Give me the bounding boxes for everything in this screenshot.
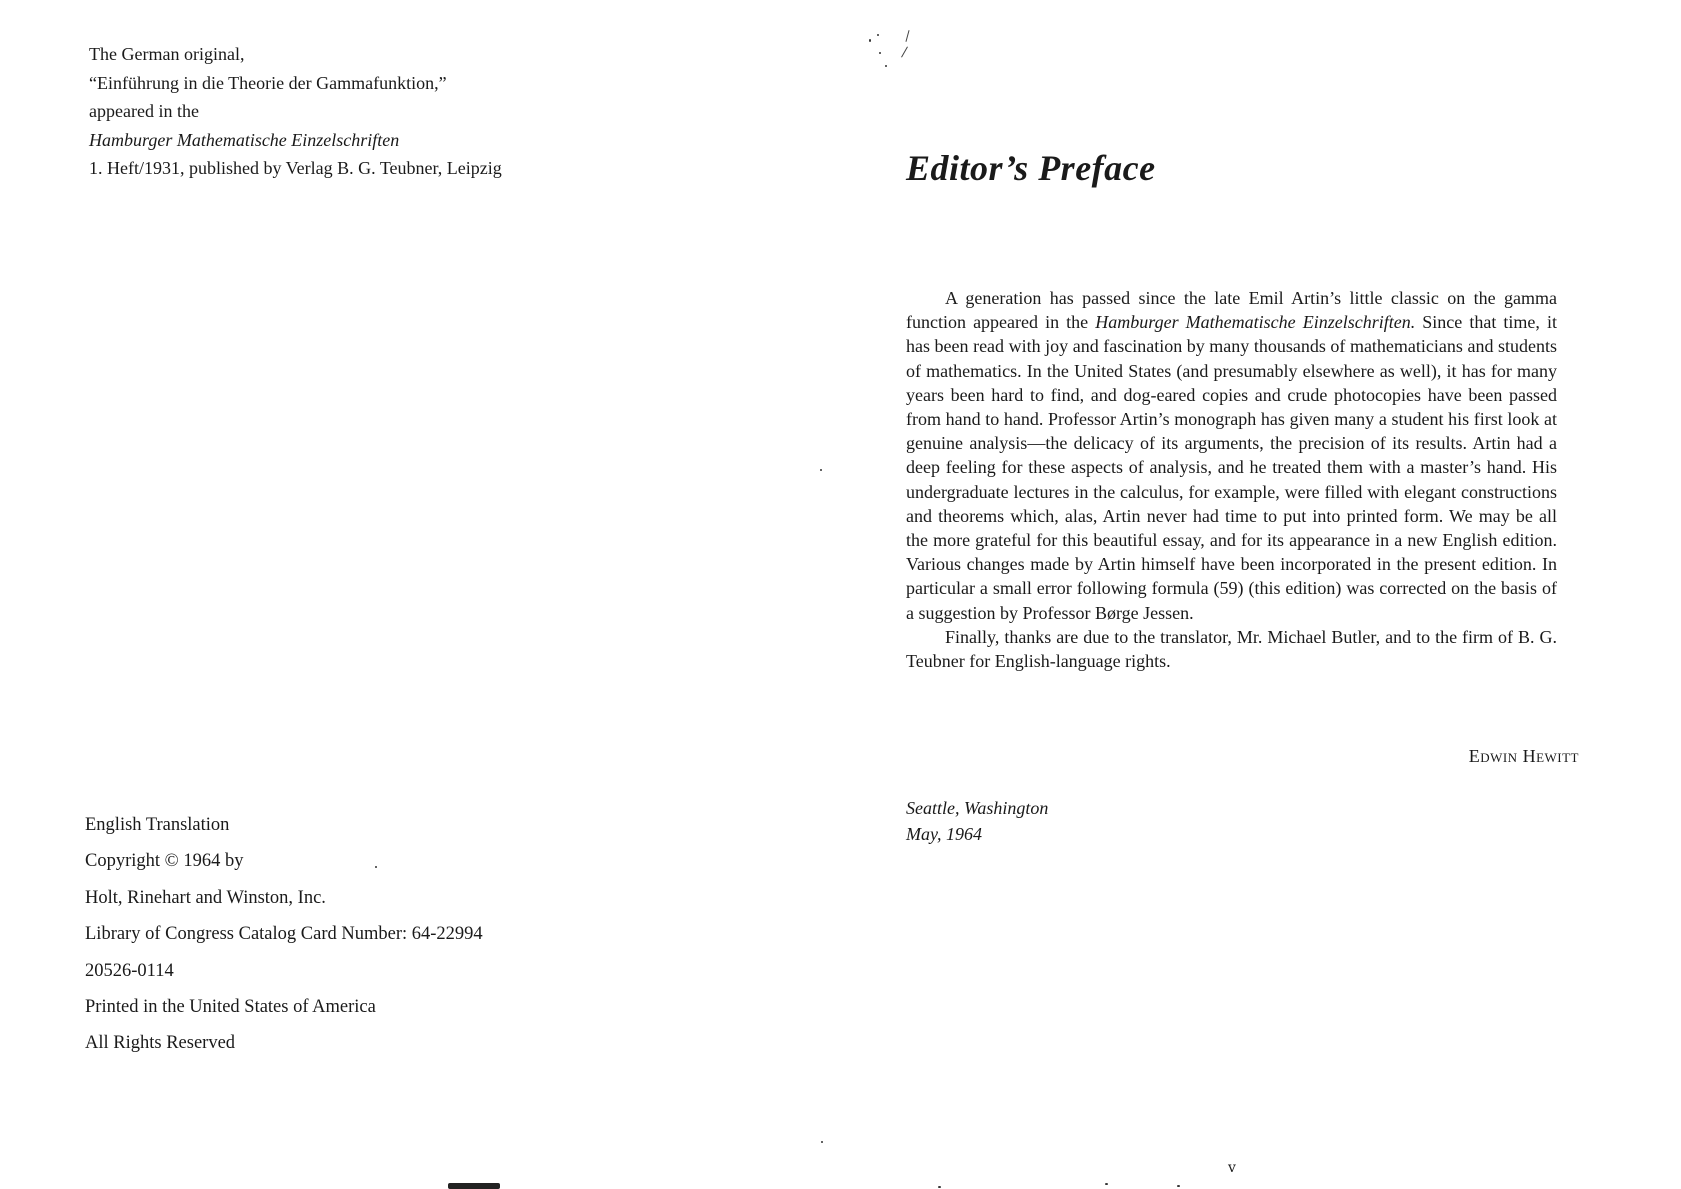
preface-body <box>906 286 1557 673</box>
imprint-line: The German original, <box>89 44 245 64</box>
scan-speck <box>877 34 879 36</box>
copyright-line: Copyright © 1964 by <box>85 851 244 872</box>
preface-title: Editor’s Preface <box>906 148 1156 188</box>
copyright-line: 20526-0114 <box>85 960 174 981</box>
copyright-line: All Rights Reserved <box>85 1033 236 1054</box>
date: May, 1964 <box>906 824 982 844</box>
paragraph-text: Since that time, it has been read with joy and fascination by many thousands of mathematicians and students of mathematics. In the United States (and presumably elsewhere as well), it has for many years been hard to find, and dog-eared copies and crude photocopies have been passed from hand to hand. Professor Artin’s monograph has given many a student his first look at genuine analysis—the delicacy of its arguments, the precision of its results. Artin had a deep feeling for these aspects of analysis, and he treated them with a master’s hand. His undergraduate lectures in the calculus, for example, were filled with elegant constructions and theorems which, alas, Artin never had time to put into printed form. We may be all the more grateful for this beautiful essay, and for its appearance in a new English edition. Various changes made by Artin himself have been incorporated in the present edition. In particular a small error following formula (59) (this edition) was corrected on the basis of a suggestion by Professor Børge Jessen. <box>906 312 1557 623</box>
scan-speck <box>879 52 881 54</box>
place-date-block <box>906 795 1048 847</box>
scan-speck <box>905 30 909 42</box>
series-title-italic: Hamburger Mathematische Einzelschriften. <box>1095 312 1416 333</box>
imprint-block <box>89 40 502 183</box>
imprint-series-title: Hamburger Mathematische Einzelschriften <box>89 129 400 150</box>
imprint-line: appeared in the <box>89 101 199 121</box>
scan-speck <box>820 469 822 471</box>
scan-speck <box>885 65 887 67</box>
scan-speck <box>869 39 871 42</box>
page-number: v <box>1228 1160 1236 1176</box>
left-page <box>0 0 840 1189</box>
scan-speck <box>821 1141 823 1143</box>
editor-signature: Edwin Hewitt <box>1468 746 1579 766</box>
copyright-block <box>85 813 483 1068</box>
preface-paragraph <box>906 286 1557 625</box>
scan-speck <box>901 47 908 58</box>
scan-speck <box>1177 1185 1180 1187</box>
imprint-line: “Einführung in die Theorie der Gammafunktion,” <box>89 72 447 93</box>
preface-paragraph: Finally, thanks are due to the translator, Mr. Michael Butler, and to the firm of B. G. Teubner for English-language rights. <box>906 626 1557 672</box>
scan-speck <box>375 866 377 868</box>
place: Seattle, Washington <box>906 798 1049 818</box>
paragraph-text: A generation has passed since the late Emil Artin’s little classic on the gamma function appeared in the <box>906 288 1557 333</box>
copyright-line: Printed in the United States of America <box>85 996 376 1017</box>
copyright-line: Holt, Rinehart and Winston, Inc. <box>85 887 326 908</box>
imprint-line: 1. Heft/1931, published by Verlag B. G. Teubner, Leipzig <box>89 158 502 178</box>
catalog-number-line: Library of Congress Catalog Card Number: 64-22994 <box>85 924 483 945</box>
scan-speck <box>448 1183 500 1189</box>
scan-speck <box>938 1186 941 1188</box>
copyright-line: English Translation <box>85 815 230 835</box>
right-page <box>840 0 1681 1189</box>
scan-speck <box>1105 1183 1108 1185</box>
